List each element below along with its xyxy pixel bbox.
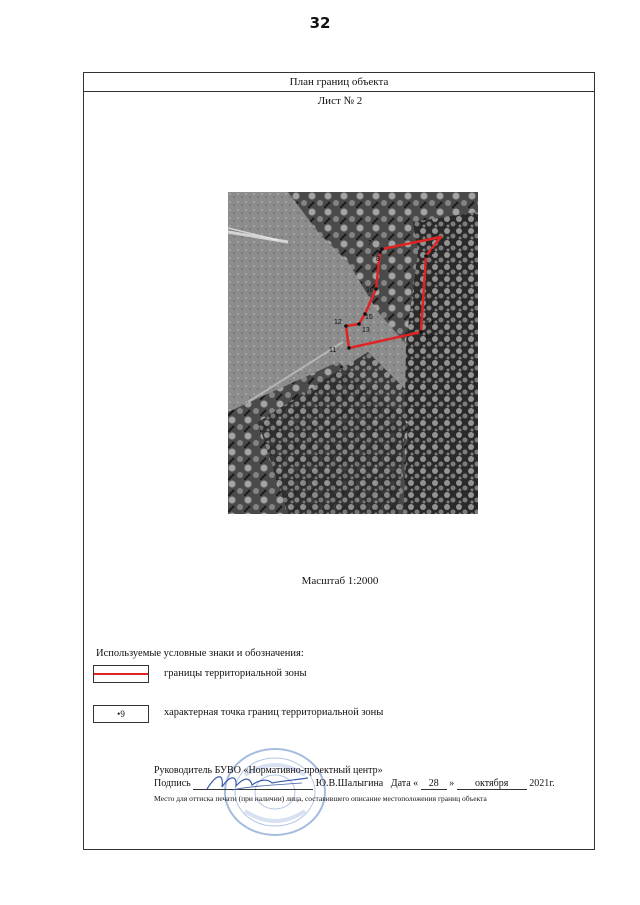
scale-label: Масштаб 1:2000 (301, 575, 379, 587)
aerial-photo (228, 192, 478, 514)
point-label: 7 (368, 240, 372, 247)
point-label: 15 (365, 314, 373, 321)
sign-prefix: Подпись (154, 778, 191, 789)
legend-point-symbol: •9 (93, 705, 149, 723)
point-label: 16 (366, 287, 374, 294)
date-day-suffix: » (449, 778, 455, 789)
head-line: Руководитель БУВО «Нормативно-проектный центр» (154, 765, 383, 776)
stamp-note: Место для оттиска печати (при наличии) лица, составившего описание местоположения границ объекта (154, 794, 487, 803)
point-label: 10 (425, 333, 433, 340)
date-year: 2021г. (529, 778, 555, 789)
sheet-label: Лист № 2 (317, 95, 363, 107)
legend-line-text: границы территориальной зоны (164, 668, 307, 679)
date-month: октября (457, 778, 527, 790)
point-label: 9 (431, 249, 435, 256)
point-label: 11 (329, 347, 337, 354)
plan-frame (83, 72, 595, 850)
signer-name: Ю.В.Шалыгина (315, 778, 384, 789)
legend-title: Используемые условные знаки и обозначения: (96, 648, 304, 659)
point-label: 12 (334, 319, 342, 326)
legend-line-symbol (93, 665, 149, 683)
signature-block (150, 745, 560, 840)
point-label: 13 (362, 327, 370, 334)
date-day: 28 (421, 778, 447, 790)
plan-title: План границ объекта (84, 73, 594, 92)
point-label: 8 (376, 256, 380, 263)
handwritten-signature (202, 771, 312, 793)
legend-point-text: характерная точка границ территориальной зоны (164, 707, 384, 718)
page-number: 32 (309, 14, 331, 32)
aerial-map (228, 192, 478, 514)
point-label: 14 (426, 320, 434, 327)
date-prefix: Дата « (390, 778, 419, 789)
